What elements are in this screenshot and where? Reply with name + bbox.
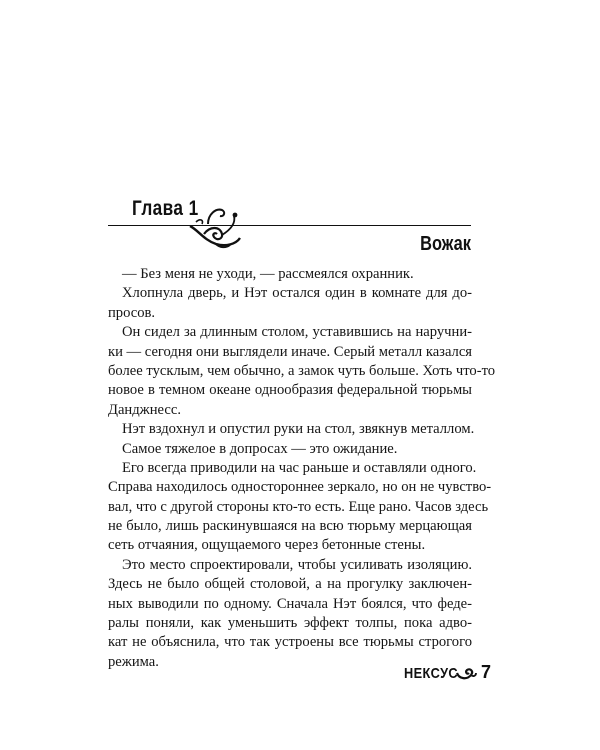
text-line: — Без меня не уходи, — рассмеялся охранник. xyxy=(122,266,414,282)
text-line: режима. xyxy=(108,653,159,670)
chapter-rule xyxy=(108,225,471,226)
text-line: ралы поняли, как уменьшить эффект толпы, пока адво- xyxy=(108,615,472,632)
text-line: Самое тяжелое в допросах — это ожидание. xyxy=(122,440,398,457)
text-line: ных выводили по одному. Сначала Нэт боялся, что федe- xyxy=(108,595,472,612)
text-line: Хлопнула дверь, и Нэт остался один в комнате для до- xyxy=(122,285,472,302)
text-line: Это место спроектировали, чтобы усиливать изоляцию. xyxy=(122,556,472,573)
chapter-body-text xyxy=(108,265,496,672)
text-line: ки — сегодня они выглядели иначе. Серый металл казался xyxy=(108,343,473,360)
text-line: Здесь не было общей столовой, а на прогулку заключен- xyxy=(108,576,472,593)
text-line: Он сидел за длинным столом, уставившись на наручни- xyxy=(122,324,472,341)
text-line: сеть отчаяния, ощущаемого через бетонные стены. xyxy=(108,537,426,554)
chapter-title: Вожак xyxy=(420,233,471,255)
text-line: просов. xyxy=(108,304,156,321)
chapter-number: Глава 1 xyxy=(132,197,199,220)
flourish-ornament-icon xyxy=(186,204,242,250)
text-line: кат не объяснила, что так устроены все тюрьмы строгого xyxy=(108,634,472,651)
footer-swirl-icon xyxy=(455,667,477,681)
text-line: вал, что с другой стороны кто-то есть. Еще рано. Часов здесь xyxy=(108,498,489,515)
text-line: более тусклым, чем обычно, а замок чуть больше. Хоть что-то xyxy=(108,362,496,379)
text-line: новое в темном океане однообразия федеральной тюрьмы xyxy=(108,382,472,399)
page-number: 7 xyxy=(481,662,492,682)
text-line: не было, лишь раскинувшаяся на всю тюрьму мерцающая xyxy=(108,518,472,535)
text-line: Справа находилось одностороннее зеркало, но он не чувство- xyxy=(108,479,492,496)
text-line: Нэт вздохнул и опустил руки на стол, звякнув металлом. xyxy=(122,421,475,438)
running-footer-title: НЕКСУС xyxy=(404,665,459,682)
text-line: Его всегда приводили на час раньше и оставляли одного. xyxy=(122,459,477,476)
text-line: Данджнесс. xyxy=(108,401,182,418)
